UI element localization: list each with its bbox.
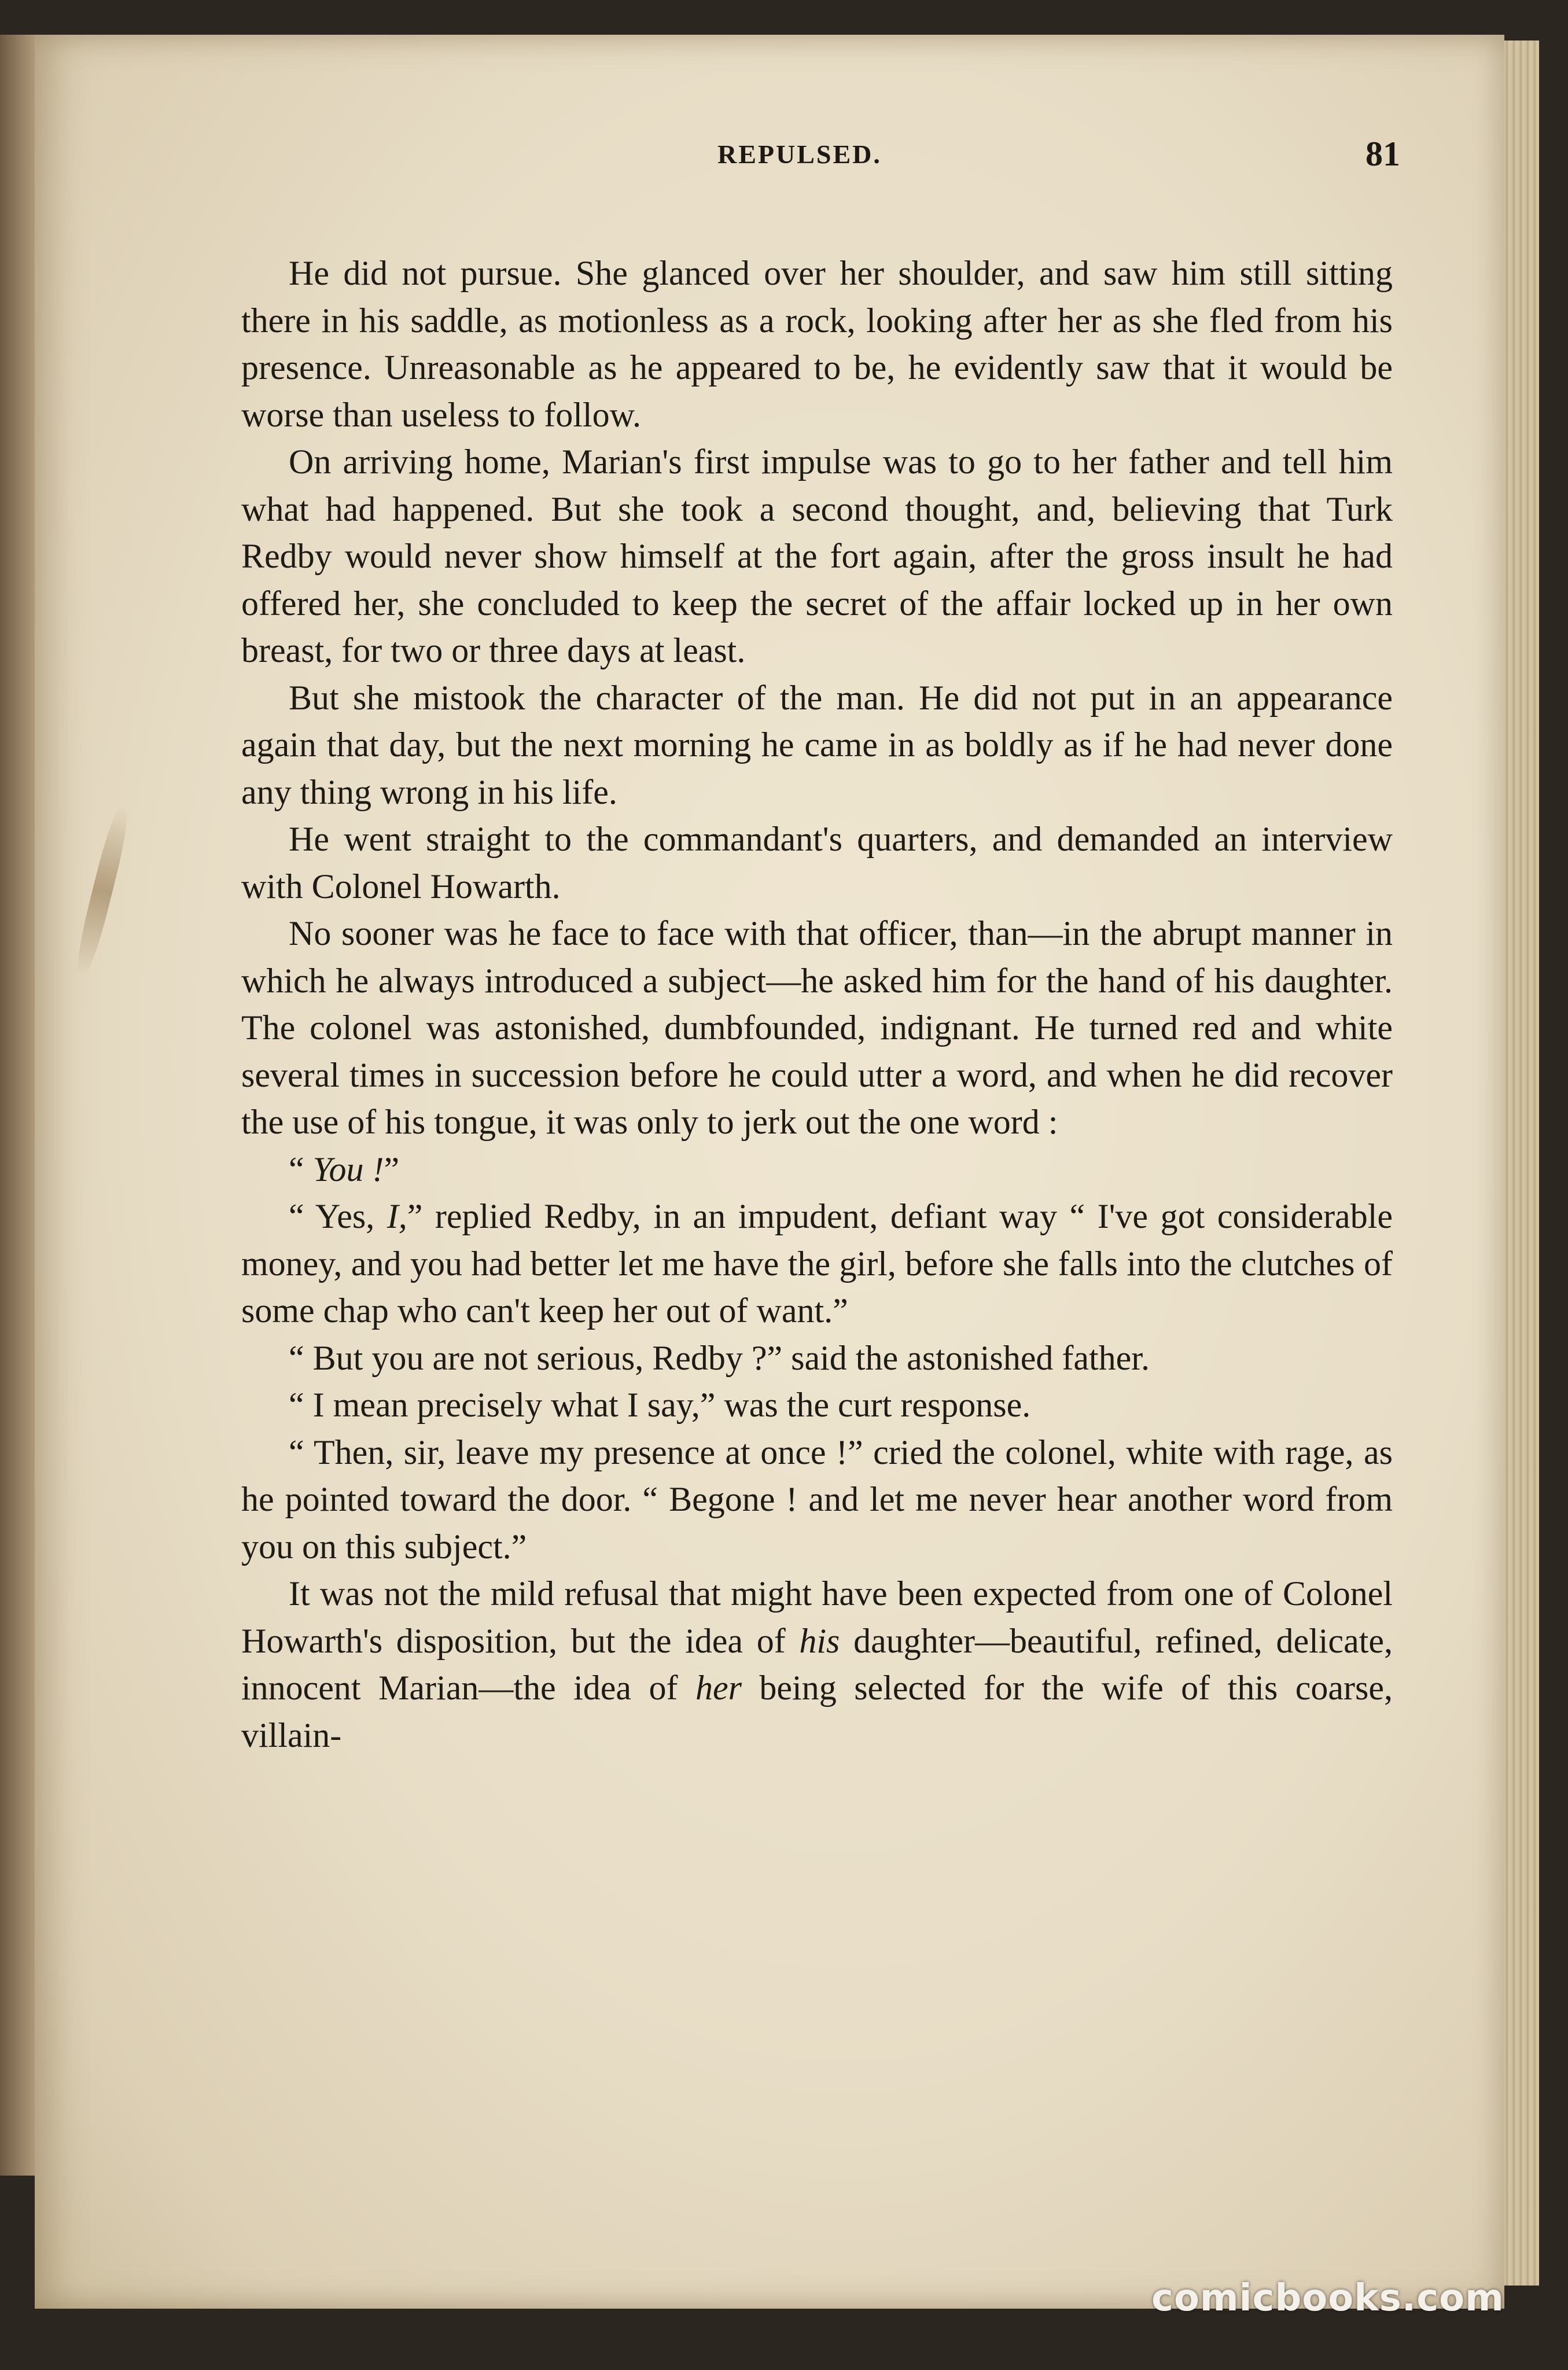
italic-word: You ! (312, 1150, 384, 1188)
site-watermark: comicbooks.com (1151, 2277, 1504, 2320)
italic-word: her (695, 1669, 742, 1707)
paragraph: “ I mean precisely what I say,” was the curt response. (289, 1386, 1031, 1424)
paragraph: On arriving home, Marian's first impulse was to go to her father and tell him what had happened. But she took a second thought, and, believing that Turk Redby would never show himself at the fort again, after the gross insult he had offered her, she concluded to keep the secret of the affair locked up in her own breast, for two or three days at least. (241, 443, 1393, 669)
page-header (35, 135, 1504, 185)
paragraph: He did not pursue. She glanced over her shoulder, and saw him still sitting there in his saddle, as motionless as a rock, looking after her as she fled from his presence. Unreasonable as he appeared to be, he evidently saw that it would be worse than useless to follow. (241, 254, 1393, 434)
page-number: 81 (1365, 135, 1400, 173)
reply-paragraph (241, 1193, 1393, 1335)
text-run: daughter—beautiful, refined, delicate, innocent Marian—the idea of (241, 1621, 1393, 1707)
running-head: REPULSED. (717, 139, 882, 169)
text-run: being selected for the wife of this coarse, villain- (241, 1669, 1393, 1754)
quote-close: ” (384, 1150, 400, 1188)
paper-stain (72, 804, 133, 977)
exclamation-paragraph (241, 1146, 1393, 1194)
italic-word: I, (387, 1197, 407, 1235)
paragraph: He went straight to the commandant's quarters, and demanded an interview with Colonel Howarth. (241, 820, 1393, 906)
text-run: It was not the mild refusal that might have been expected from one of Colonel Howarth's disposition, but the idea of (241, 1574, 1393, 1660)
book-page (35, 35, 1504, 2309)
reply-rest: ” replied Redby, in an impudent, defiant way “ I've got considerable money, and you had better let me have the girl, before she falls into the clutches of some chap who can't keep her out of want.” (241, 1197, 1393, 1330)
paragraph: “ But you are not serious, Redby ?” said the astonished father. (289, 1338, 1150, 1377)
page-body (241, 250, 1393, 1759)
paragraph: “ Then, sir, leave my presence at once !” cried the colonel, white with rage, as he pointed toward the door. “ Begone ! and let me never hear another word from you on this subject.” (241, 1433, 1393, 1566)
quote-open: “ (289, 1150, 313, 1188)
italic-word: his (799, 1621, 840, 1660)
final-paragraph (241, 1570, 1393, 1759)
paragraph: No sooner was he face to face with that officer, than—in the abrupt manner in which he always introduced a subject—he asked him for the hand of his daughter. The colonel was astonished, dumbfounded, indignant. He turned red and white several times in succession before he could utter a word, and when he did recover the use of his tongue, it was only to jerk out the one word : (241, 914, 1393, 1141)
reply-open: “ Yes, (289, 1197, 387, 1235)
paragraph: But she mistook the character of the man. He did not put in an appearance again that day, but the next morning he came in as boldly as if he had never done any thing wrong in his life. (241, 678, 1393, 811)
